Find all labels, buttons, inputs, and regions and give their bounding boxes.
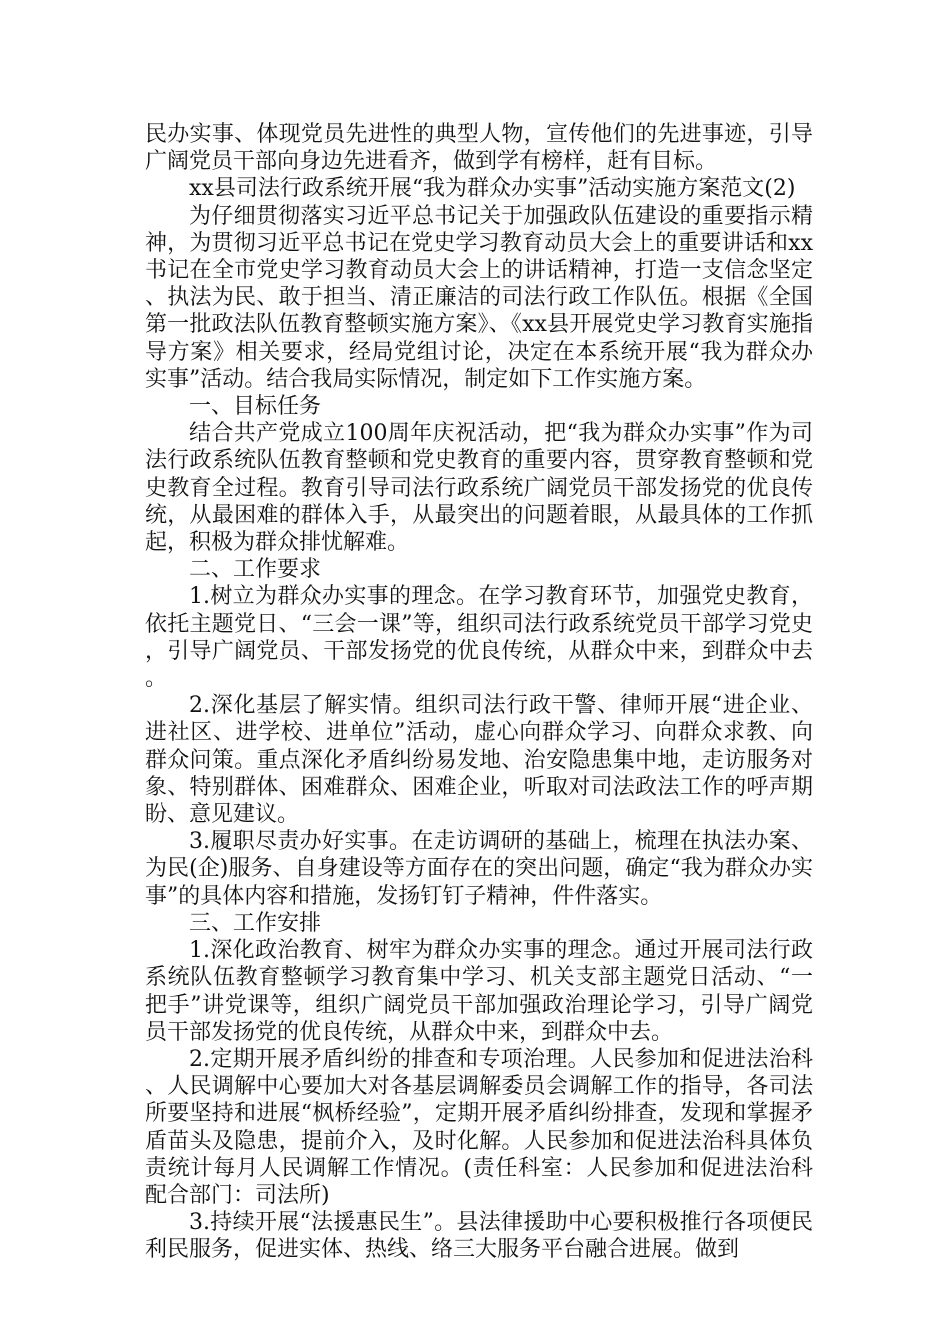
paragraph-requirement-1: 1.树立为群众办实事的理念。在学习教育环节，加强党史教育，依托主题党日、“三会一课”等，组织司法行政系统党员干部学习党史，引导广阔党员、干部发扬党的优良传统，从群众中来，到群众中去。 (145, 584, 813, 692)
paragraph-arrangement-2: 2.定期开展矛盾纠纷的排查和专项治理。人民参加和促进法治科、人民调解中心要加大对各基层调解委员会调解工作的指导，各司法所要坚持和进展“枫桥经验”，定期开展矛盾纠纷排查，发现和掌握矛盾苗头及隐患，提前介入，及时化解。人民参加和促进法治科具体负责统计每月人民调解工作情况。(责任科室：人民参加和促进法治科配合部门：司法所) (145, 1046, 813, 1208)
paragraph-requirement-2: 2.深化基层了解实情。组织司法行政干警、律师开展“进企业、进社区、进学校、进单位”活动，虚心向群众学习、向群众求教、向群众问策。重点深化矛盾纠纷易发地、治安隐患集中地，走访服务对象、特别群体、困难群众、困难企业，听取对司法政法工作的呼声期盼、意见建议。 (145, 693, 813, 828)
paragraph-arrangement-3: 3.持续开展“法援惠民生”。县法律援助中心要积极推行各项便民利民服务，促进实体、热线、络三大服务平台融合进展。做到 (145, 1210, 813, 1263)
paragraph-arrangement-1: 1.深化政治教育、树牢为群众办实事的理念。通过开展司法行政系统队伍教育整顿学习教育集中学习、机关支部主题党日活动、“一把手”讲党课等，组织广阔党员干部加强政治理论学习，引导广阔党员干部发扬党的优良传统，从群众中来，到群众中去。 (145, 938, 813, 1045)
section-heading-requirements: 二、工作要求 (189, 557, 322, 583)
paragraph-requirement-3: 3.履职尽责办好实事。在走访调研的基础上，梳理在执法办案、为民(企)服务、自身建设等方面存在的突出问题，确定“我为群众办实事”的具体内容和措施，发扬钉钉子精神，件件落实。 (145, 829, 813, 909)
section-heading-goals: 一、目标任务 (189, 394, 322, 420)
paragraph-goals: 结合共产党成立100周年庆祝活动，把“我为群众办实事”作为司法行政系统队伍教育整顿和党史教育的重要内容，贯穿教育整顿和党史教育全过程。教育引导司法行政系统广阔党员干部发扬党的优良传统，从最困难的群体入手，从最突出的问题着眼，从最具体的工作抓起，积极为群众排忧解难。 (145, 421, 813, 556)
document-page (145, 121, 813, 1264)
paragraph-intro: 为仔细贯彻落实习近平总书记关于加强政队伍建设的重要指示精神，为贯彻习近平总书记在党史学习教育动员大会上的重要讲话和xx书记在全市党史学习教育动员大会上的讲话精神，打造一支信念坚定、执法为民、敢于担当、清正廉洁的司法行政工作队伍。根据《全国第一批政法队伍教育整顿实施方案》、《xx县开展党史学习教育实施指导方案》相关要求，经局党组讨论，决定在本系统开展“我为群众办实事”活动。结合我局实际情况，制定如下工作实施方案。 (145, 203, 813, 392)
document-title: xx县司法行政系统开展“我为群众办实事”活动实施方案范文(2) (189, 176, 796, 202)
paragraph-continuation: 民办实事、体现党员先进性的典型人物，宣传他们的先进事迹，引导广阔党员干部向身边先进看齐，做到学有榜样，赶有目标。 (145, 122, 813, 175)
section-heading-arrangements: 三、工作安排 (189, 910, 322, 936)
